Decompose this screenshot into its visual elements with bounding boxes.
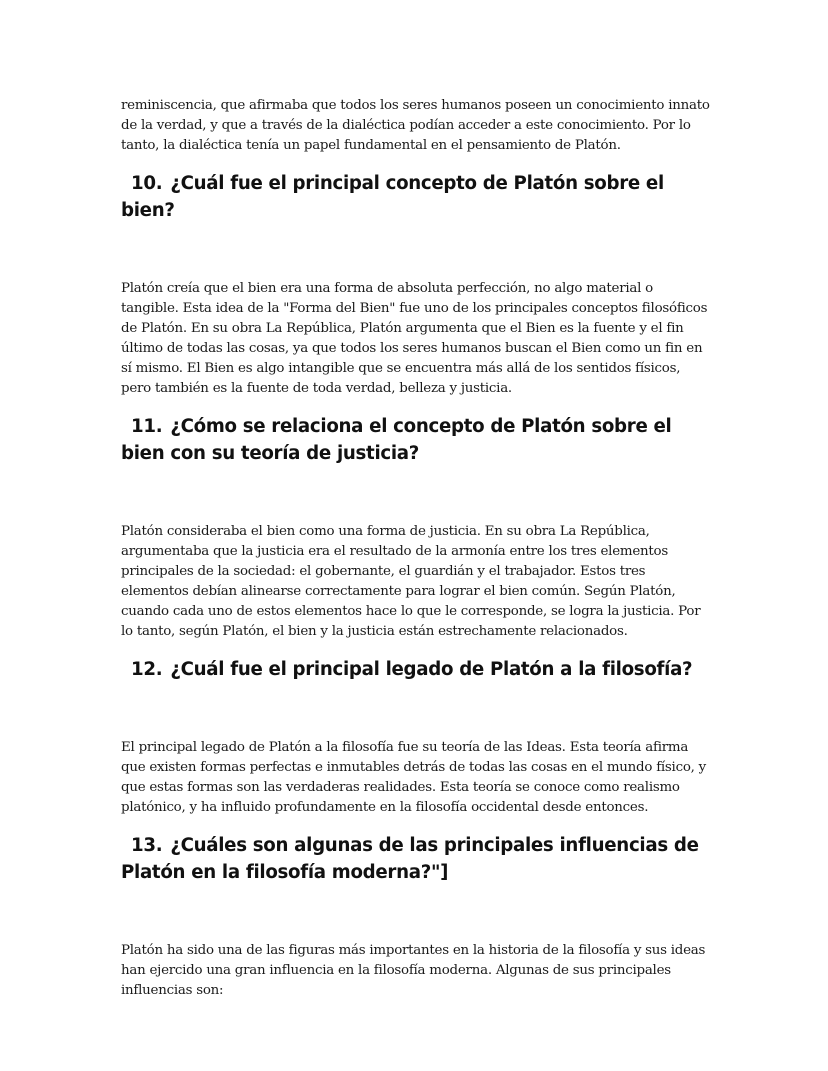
question-number: 10. [131,173,163,194]
question-text: ¿Cuál fue el principal concepto de Platón sobre el bien? [121,173,664,221]
intro-paragraph: reminiscencia, que afirmaba que todos los seres humanos poseen un conocimiento innato de la verdad, y que a través de la dialéctica podían acceder a este conocimiento. Por lo tanto, la dialéctica tenía un papel fundamental en el pensamiento de Platón. [121,98,710,153]
answer-paragraph-10: Platón creía que el bien era una forma de absoluta perfección, no algo material o tangible. Esta idea de la "Forma del Bien" fue uno de los principales conceptos filosóficos de Platón. En su obra La República, Platón argumenta que el Bien es la fuente y el fin último de todas las cosas, ya que todos los seres humanos buscan el Bien como un fin en sí mismo. El Bien es algo intangible que se encuentra más allá de los sentidos físicos, pero también es la fuente de toda verdad, belleza y justicia. [121,281,708,396]
question-text: ¿Cuáles son algunas de las principales influencias de Platón en la filosofía moderna?"] [121,835,699,883]
question-heading-11 [121,413,711,467]
question-text: ¿Cuál fue el principal legado de Platón a la filosofía? [170,659,693,680]
question-number: 11. [131,416,163,437]
question-heading-10 [121,170,711,224]
answer-paragraph-12: El principal legado de Platón a la filosofía fue su teoría de las Ideas. Esta teoría afirma que existen formas perfectas e inmutables detrás de todas las cosas en el mundo físico, y que estas formas son las verdaderas realidades. Esta teoría se conoce como realismo platónico, y ha influido profundamente en la filosofía occidental desde entonces. [121,740,706,815]
question-heading-12 [121,656,711,683]
question-number: 13. [131,835,163,856]
document-page [121,96,711,1001]
question-number: 12. [131,659,163,680]
question-heading-13 [121,832,711,886]
answer-paragraph-11: Platón consideraba el bien como una forma de justicia. En su obra La República, argumentaba que la justicia era el resultado de la armonía entre los tres elementos principales de la sociedad: el gobernante, el guardián y el trabajador. Estos tres elementos debían alinearse correctamente para lograr el bien común. Según Platón, cuando cada uno de estos elementos hace lo que le corresponde, se logra la justicia. Por lo tanto, según Platón, el bien y la justicia están estrechamente relacionados. [121,524,701,639]
question-text: ¿Cómo se relaciona el concepto de Platón sobre el bien con su teoría de justicia? [121,416,672,464]
answer-paragraph-13: Platón ha sido una de las figuras más importantes en la historia de la filosofía y sus ideas han ejercido una gran influencia en la filosofía moderna. Algunas de sus principales influencias son: [121,943,706,998]
